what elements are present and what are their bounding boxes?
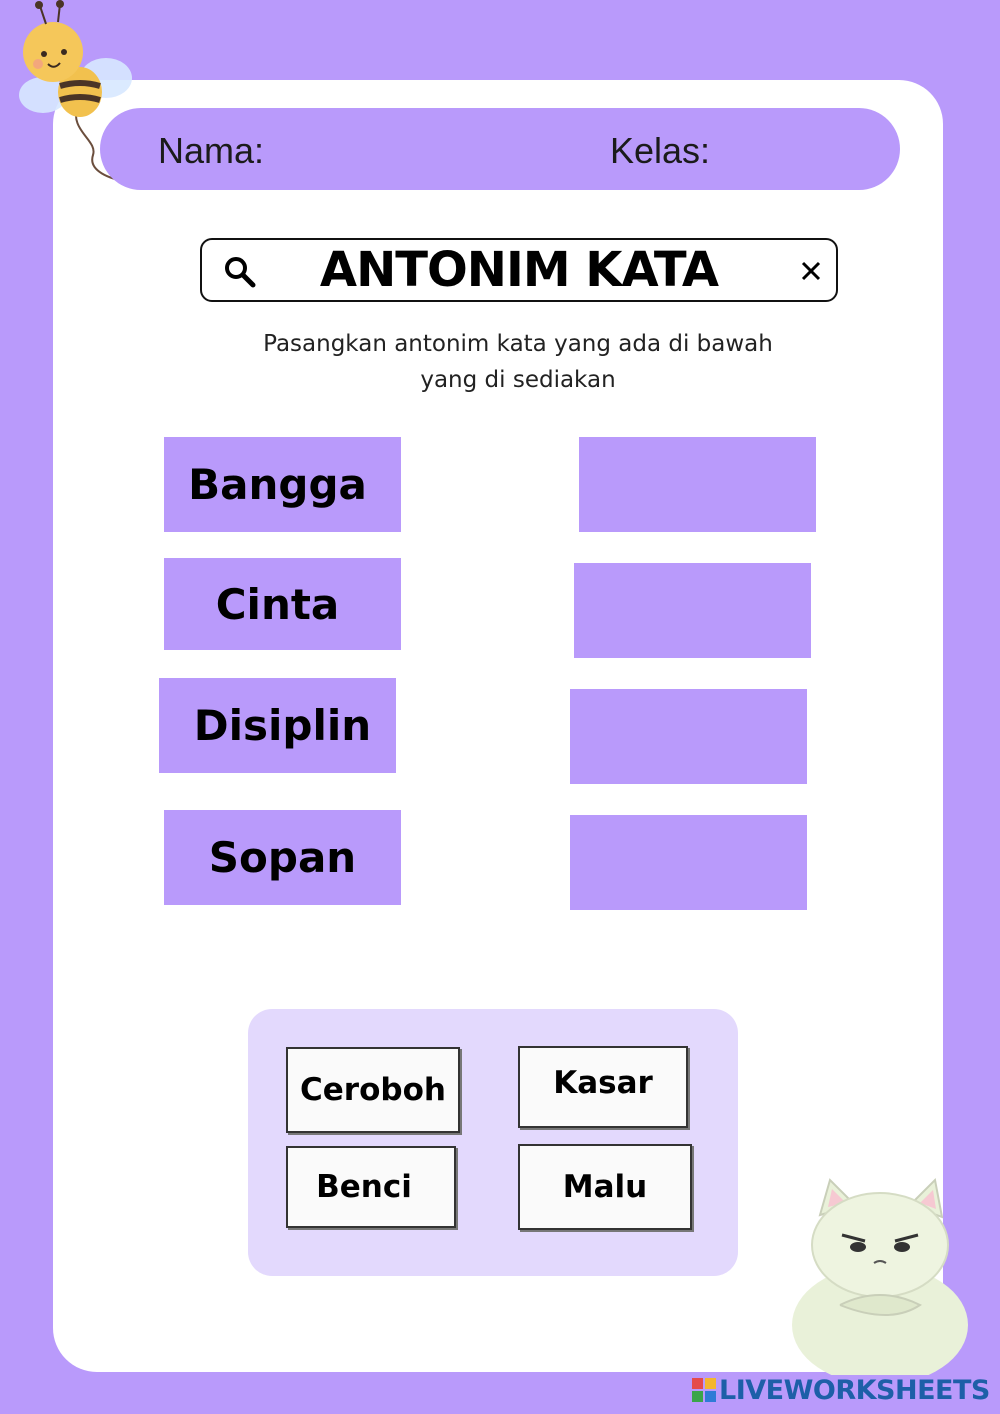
instruction-text bbox=[218, 326, 818, 398]
answer-slot-4[interactable] bbox=[570, 815, 807, 910]
class-label: Kelas: bbox=[610, 130, 711, 171]
cat-illustration bbox=[780, 1175, 980, 1375]
word-chip-benci[interactable]: Benci bbox=[286, 1146, 456, 1228]
answer-slot-2[interactable] bbox=[574, 563, 811, 658]
name-class-bar bbox=[100, 108, 900, 190]
word-box-bangga: Bangga bbox=[164, 437, 401, 532]
answer-slot-1[interactable] bbox=[579, 437, 816, 532]
word-box-disiplin: Disiplin bbox=[159, 678, 396, 773]
word-chip-ceroboh[interactable]: Ceroboh bbox=[286, 1047, 460, 1133]
word-box-cinta: Cinta bbox=[164, 558, 401, 650]
instruction-line-2: yang di sediakan bbox=[420, 367, 616, 393]
instruction-line-1: Pasangkan antonim kata yang ada di bawah bbox=[263, 331, 773, 357]
liveworksheets-logo-text: LIVEWORKSHEETS bbox=[719, 1374, 990, 1406]
liveworksheets-logo-icon bbox=[692, 1378, 716, 1402]
word-bank bbox=[248, 1009, 738, 1276]
word-chip-malu[interactable]: Malu bbox=[518, 1144, 692, 1230]
page-title: ANTONIM KATA bbox=[319, 242, 719, 298]
answer-slot-3[interactable] bbox=[570, 689, 807, 784]
title-search-box bbox=[200, 238, 838, 302]
liveworksheets-logo bbox=[692, 1374, 990, 1406]
name-label: Nama: bbox=[158, 130, 265, 171]
word-box-sopan: Sopan bbox=[164, 810, 401, 905]
word-chip-kasar[interactable]: Kasar bbox=[518, 1046, 688, 1128]
close-icon bbox=[800, 260, 822, 282]
